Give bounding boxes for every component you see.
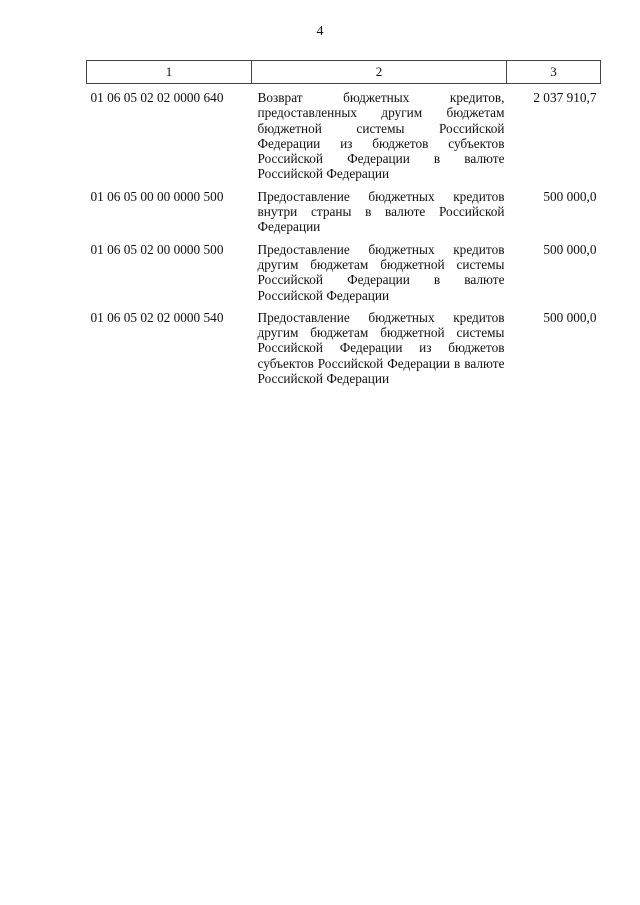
column-header-3: 3 — [507, 61, 601, 84]
row-amount: 500 000,0 — [543, 309, 597, 325]
budget-code: 01 06 05 02 02 0000 540 — [90, 309, 224, 325]
table-row — [87, 189, 601, 242]
row-amount: 2 037 910,7 — [533, 90, 597, 105]
row-description: Возврат бюджетных кредитов, предоставленных другим бюджетам бюджетной системы Российской Федерации из бюджетов субъектов Российской Федерации в валюте Российской Федерации — [257, 90, 505, 182]
budget-code: 01 06 05 02 02 0000 640 — [90, 90, 224, 105]
table-row — [87, 242, 601, 310]
column-header-1: 1 — [87, 61, 252, 84]
budget-code: 01 06 05 00 00 0000 500 — [90, 188, 224, 204]
row-amount: 500 000,0 — [543, 188, 597, 204]
row-description: Предоставление бюджетных кредитов другим бюджетам бюджетной системы Российской Федерации в валюте Российской Федерации — [257, 241, 505, 303]
page-number: 4 — [316, 24, 324, 39]
table-row — [87, 310, 601, 393]
column-header-2: 2 — [252, 61, 507, 84]
budget-code: 01 06 05 02 00 0000 500 — [90, 241, 224, 257]
row-description: Предоставление бюджетных кредитов другим бюджетам бюджетной системы Российской Федерации из бюджетов субъектов Российской Федерации в валюте Российской Федерации — [257, 309, 505, 387]
table-row — [87, 84, 601, 189]
row-amount: 500 000,0 — [543, 241, 597, 257]
budget-sources-table — [86, 60, 601, 393]
table-header-row — [87, 61, 601, 84]
row-description: Предоставление бюджетных кредитов внутри страны в валюте Российской Федерации — [257, 188, 505, 235]
